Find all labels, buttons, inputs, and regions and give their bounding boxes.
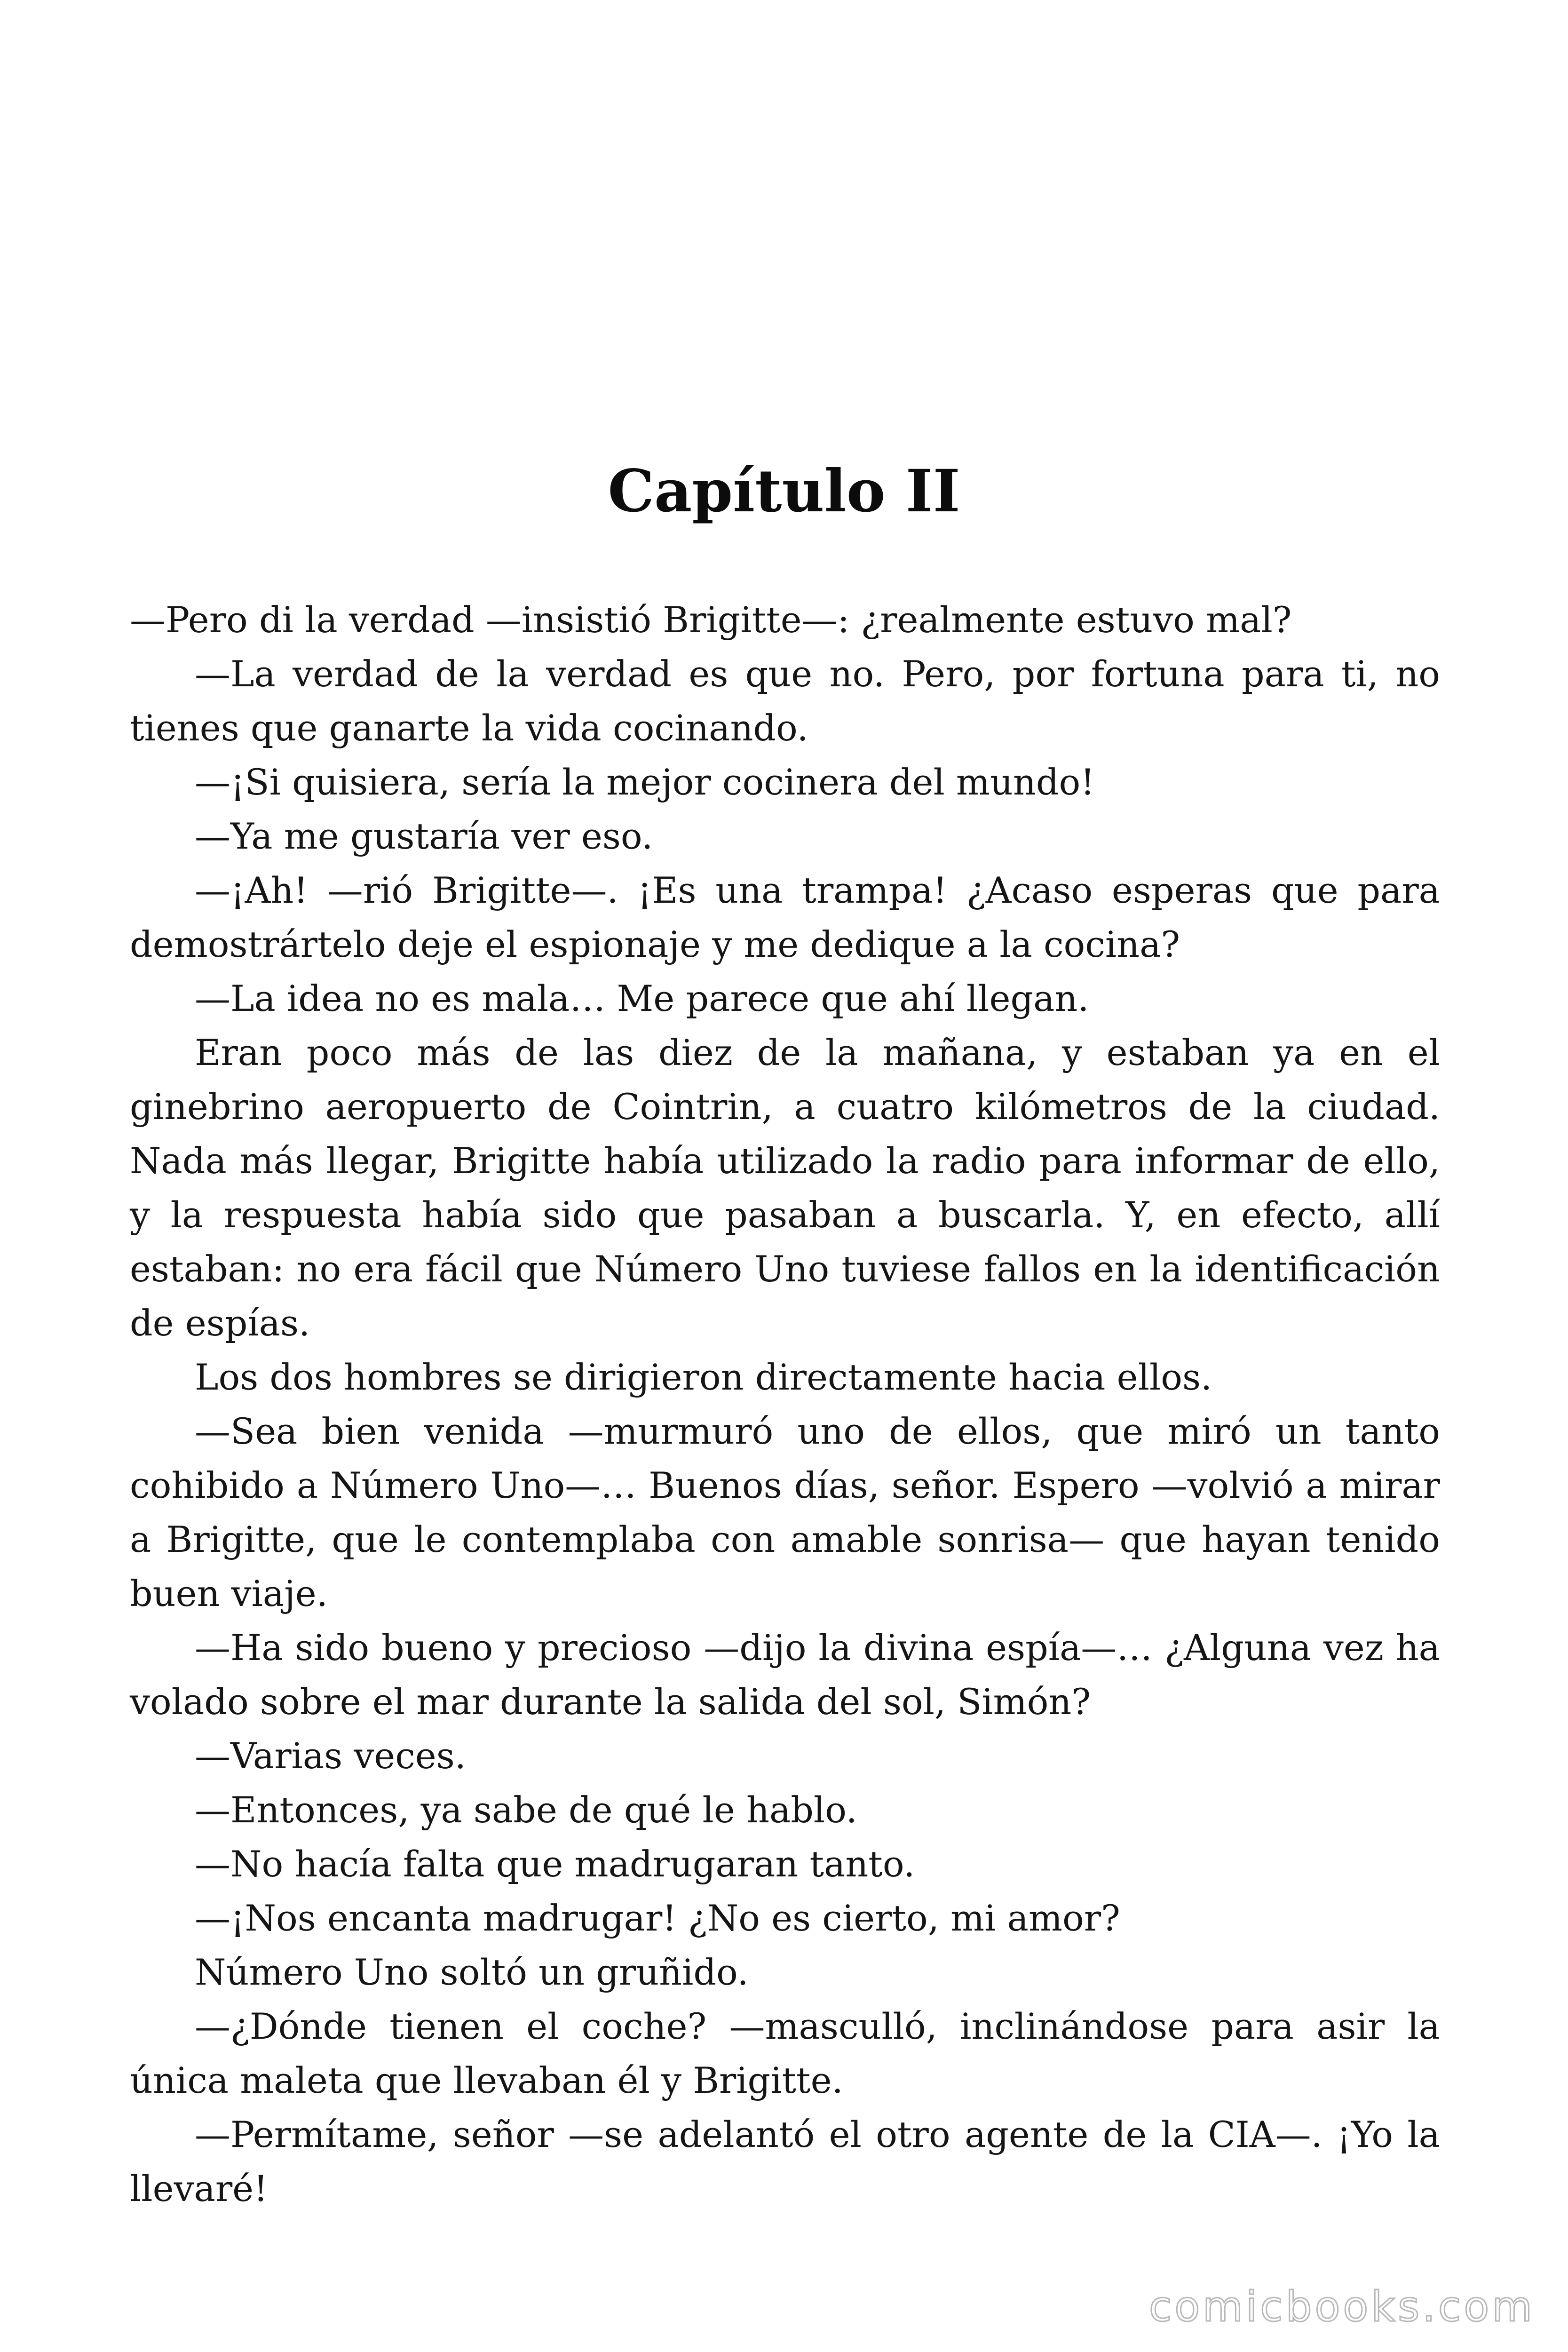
paragraph: —¡Nos encanta madrugar! ¿No es cierto, mi amor? [195,1897,1120,1939]
paragraph: —Entonces, ya sabe de qué le hablo. [195,1789,857,1831]
paragraph: —¡Ah! —rió Brigitte—. ¡Es una trampa! ¿Acaso esperas que para demostrártelo deje el espionaje y me dedique a la cocina? [130,869,1440,965]
paragraph: —La verdad de la verdad es que no. Pero, por fortuna para ti, no tienes que ganarte la vida cocinando. [130,653,1440,749]
paragraph: Eran poco más de las diez de la mañana, y estaban ya en el ginebrino aeropuerto de Cointrin, a cuatro kilómetros de la ciudad. Nada más llegar, Brigitte había utilizado la radio para informar de ello, y la respuesta había sido que pasaban a buscarla. Y, en efecto, allí estaban: no era fácil que Número Uno tuviese fallos en la identificación de espías. [130,1032,1440,1344]
paragraph: —Ha sido bueno y precioso —dijo la divina espía—… ¿Alguna vez ha volado sobre el mar durante la salida del sol, Simón? [130,1627,1440,1723]
paragraph: —Ya me gustaría ver eso. [195,815,653,857]
paragraph: —Varias veces. [195,1735,466,1777]
watermark: comicbooks.com [1148,2282,1535,2331]
chapter-body [130,593,1440,2216]
paragraph: —¡Si quisiera, sería la mejor cocinera del mundo! [195,761,1095,803]
paragraph: —¿Dónde tienen el coche? —masculló, inclinándose para asir la única maleta que llevaban él y Brigitte. [130,2005,1440,2101]
chapter-title: Capítulo II [608,457,960,525]
paragraph: Los dos hombres se dirigieron directamente hacia ellos. [195,1356,1212,1398]
paragraph: —La idea no es mala… Me parece que ahí llegan. [195,977,1089,1019]
paragraph: —Sea bien venida —murmuró uno de ellos, que miró un tanto cohibido a Número Uno—… Buenos días, señor. Espero —volvió a mirar a Brigitte, que le contemplaba con amable sonrisa— que hayan tenido buen viaje. [130,1410,1440,1614]
paragraph: —No hacía falta que madrugaran tanto. [195,1843,915,1885]
paragraph: —Permítame, señor —se adelantó el otro agente de la CIA—. ¡Yo la llevaré! [130,2114,1440,2209]
paragraph: Número Uno soltó un gruñido. [195,1951,749,1993]
paragraph: —Pero di la verdad —insistió Brigitte—: ¿realmente estuvo mal? [130,599,1292,641]
